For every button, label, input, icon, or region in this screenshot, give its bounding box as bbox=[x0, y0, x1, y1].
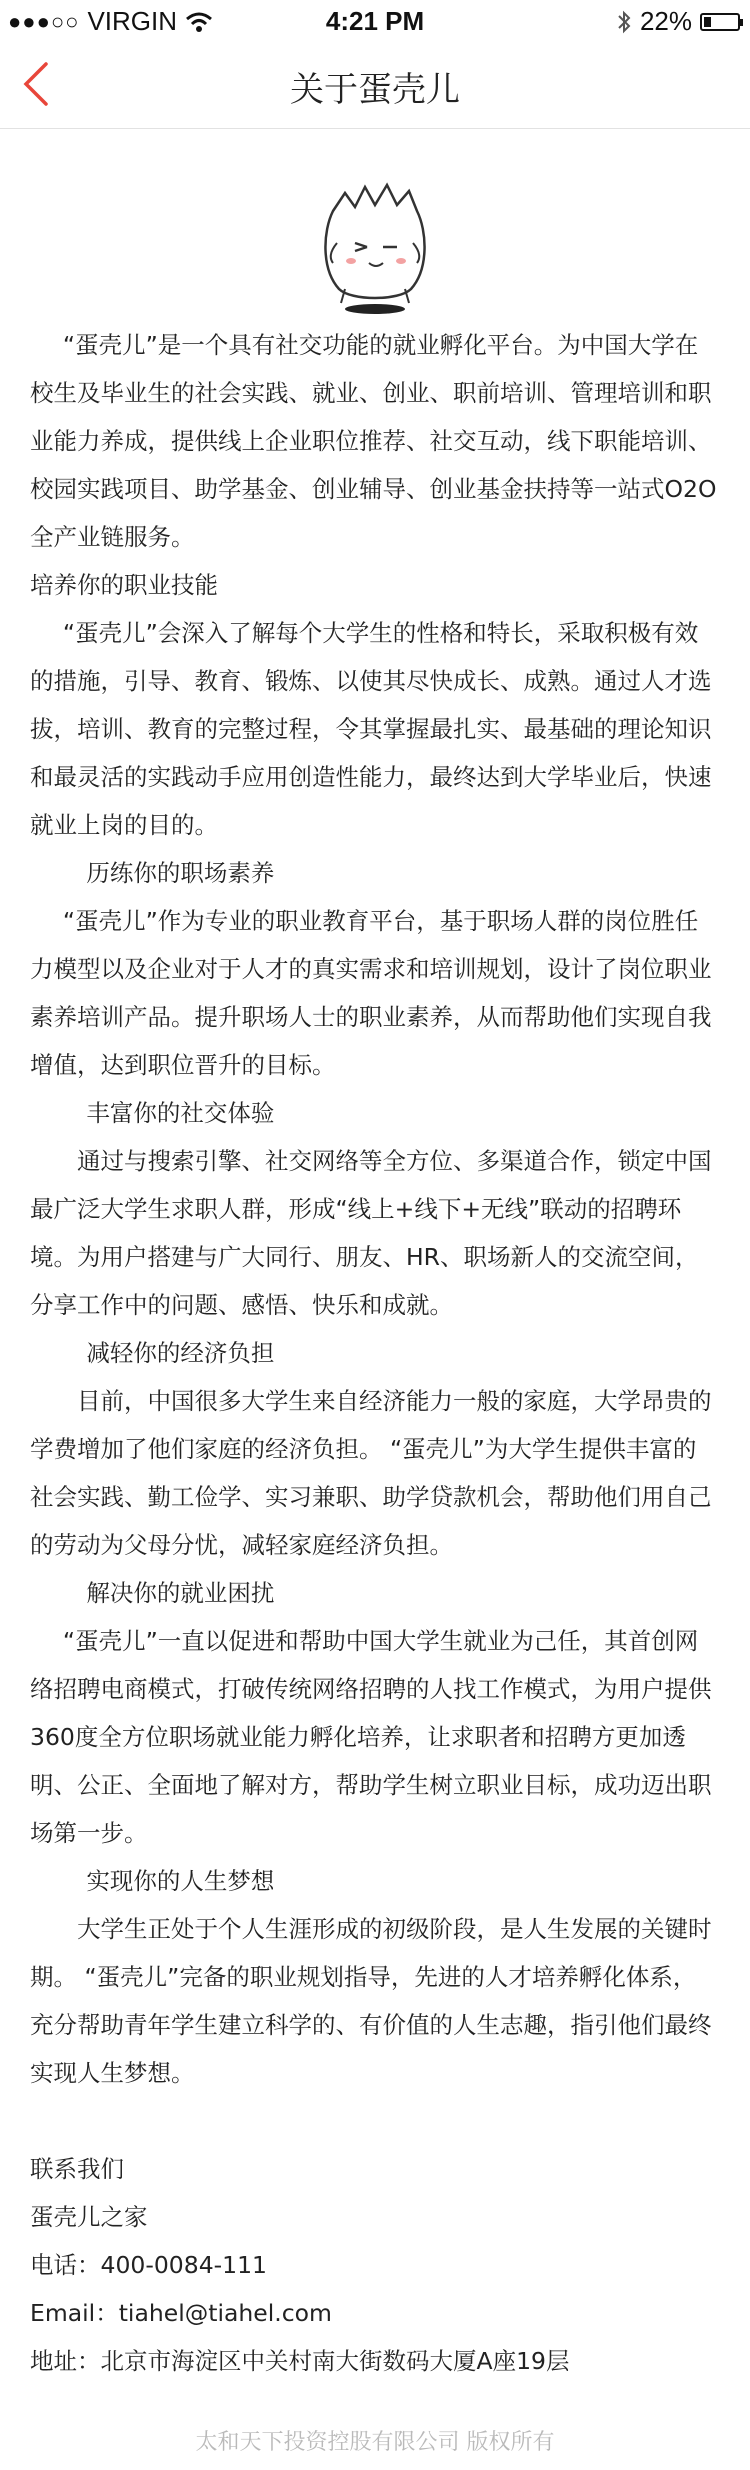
clock: 4:21 PM bbox=[325, 6, 425, 36]
intro-paragraph: “蛋壳儿”是一个具有社交功能的就业孵化平台。为中国大学在校生及毕业生的社会实践、就业、创业、职前培训、管理培训和职业能力养成，提供线上企业职位推荐、社交互动，线下职能培训、校园实践项目、助学基金、创业辅导、创业基金扶持等一站式O2O全产业链服务。 bbox=[30, 331, 717, 551]
workplace-paragraph: “蛋壳儿”作为专业的职业教育平台，基于职场人群的岗位胜任力模型以及企业对于人才的真实需求和培训规划，设计了岗位职业素养培训产品。提升职场人士的职业素养，从而帮助他们实现自我增值，达到职位晋升的目标。 bbox=[30, 907, 712, 1079]
section-heading-skills: 培养你的职业技能 bbox=[30, 571, 218, 599]
battery-icon bbox=[700, 13, 740, 31]
dream-paragraph: 大学生正处于个人生涯形成的初级阶段，是人生发展的关键时期。 “蛋壳儿”完备的职业规划指导，先进的人才培养孵化体系，充分帮助青年学生建立科学的、有价值的人生志趣，指引他们最终实现人生梦想。 bbox=[30, 1915, 712, 2087]
bluetooth-icon bbox=[616, 10, 632, 34]
contact-email[interactable]: Email：tiahel@tiahel.com bbox=[30, 2299, 332, 2327]
contact-company: 蛋壳儿之家 bbox=[30, 2203, 148, 2231]
battery-percent: 22% bbox=[639, 6, 692, 36]
mascot-illustration bbox=[0, 151, 750, 321]
status-bar bbox=[0, 0, 750, 40]
egg-mascot-icon bbox=[275, 151, 475, 321]
signal-icon: ●●●○○ bbox=[8, 8, 80, 34]
section-heading-dream: 实现你的人生梦想 bbox=[86, 1867, 275, 1895]
contact-address: 地址：北京市海淀区中关村南大街数码大厦A座19层 bbox=[30, 2347, 570, 2375]
page-title: 关于蛋壳儿 bbox=[290, 70, 460, 110]
social-paragraph: 通过与搜索引擎、社交网络等全方位、多渠道合作，锁定中国最广泛大学生求职人群，形成“线上+线下+无线”联动的招聘环境。为用户搭建与广大同行、朋友、HR、职场新人的交流空间，分享工作中的问题、感悟、快乐和成就。 bbox=[30, 1147, 712, 1319]
about-content bbox=[0, 321, 750, 2385]
copyright-footer: 太和天下投资控股有限公司 版权所有 bbox=[195, 2430, 555, 2455]
contact-heading: 联系我们 bbox=[30, 2155, 124, 2183]
section-heading-social: 丰富你的社交体验 bbox=[86, 1099, 275, 1127]
section-heading-employment: 解决你的就业困扰 bbox=[86, 1579, 275, 1607]
employment-paragraph: “蛋壳儿”一直以促进和帮助中国大学生就业为己任，其首创网络招聘电商模式，打破传统网络招聘的人找工作模式，为用户提供360度全方位职场就业能力孵化培养，让求职者和招聘方更加透明、公正、全面地了解对方，帮助学生树立职业目标，成功迈出职场第一步。 bbox=[30, 1627, 712, 1847]
contact-phone[interactable]: 电话：400-0084-111 bbox=[30, 2251, 267, 2279]
status-right bbox=[616, 6, 740, 37]
section-heading-economy: 减轻你的经济负担 bbox=[86, 1339, 275, 1367]
skills-paragraph: “蛋壳儿”会深入了解每个大学生的性格和特长，采取积极有效的措施，引导、教育、锻炼、以使其尽快成长、成熟。通过人才选拔，培训、教育的完整过程，令其掌握最扎实、最基础的理论知识和最灵活的实践动手应用创造性能力，最终达到大学毕业后，快速就业上岗的目的。 bbox=[30, 619, 712, 839]
carrier-name: VIRGIN bbox=[87, 6, 178, 36]
section-heading-workplace: 历练你的职场素养 bbox=[86, 859, 275, 887]
nav-bar bbox=[0, 40, 750, 129]
economy-paragraph: 目前，中国很多大学生来自经济能力一般的家庭，大学昂贵的学费增加了他们家庭的经济负担。 “蛋壳儿”为大学生提供丰富的社会实践、勤工俭学、实习兼职、助学贷款机会，帮助他们用自己的劳动为父母分忧，减轻家庭经济负担。 bbox=[30, 1387, 712, 1559]
